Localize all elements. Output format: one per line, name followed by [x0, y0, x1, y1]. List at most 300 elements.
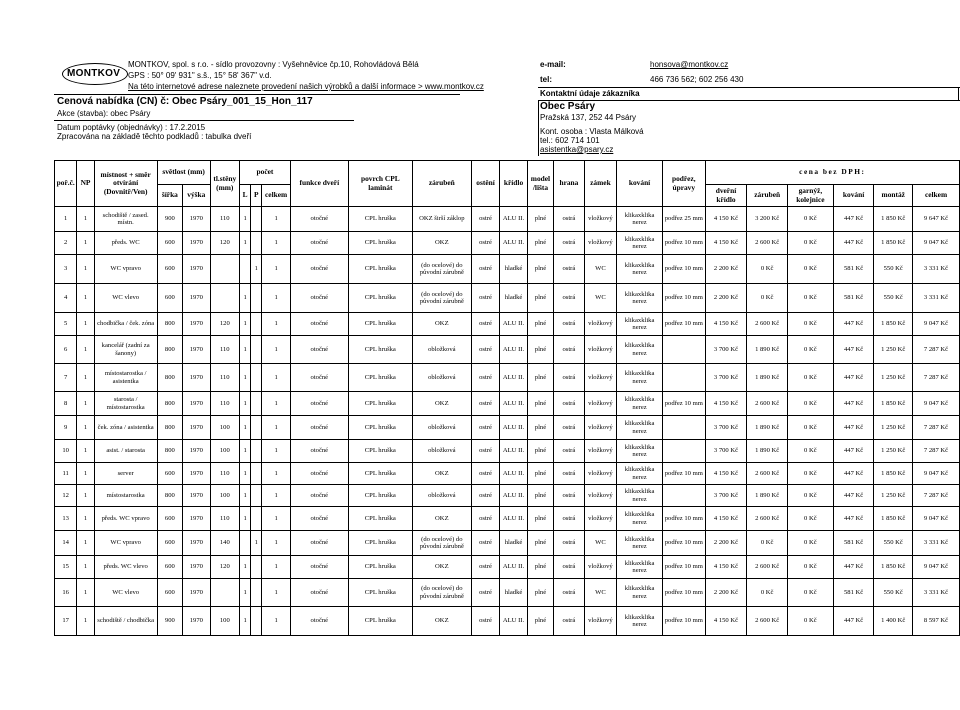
hdr-osteni: ostění — [471, 161, 499, 207]
cell-cel: 1 — [262, 607, 290, 636]
cell-cc: 3 331 Kč — [913, 255, 960, 284]
cell-pov: CPL hruška — [348, 579, 412, 607]
cell-kri: ALU II. — [500, 336, 527, 364]
cell-pod — [662, 336, 705, 364]
cell-cc: 9 647 Kč — [913, 207, 960, 232]
hdr-c-kridlo: dveřní křídlo — [705, 185, 747, 207]
cell-room: WC vlevo — [94, 579, 157, 607]
cell-kov: klikaxklika nerez — [617, 463, 663, 485]
cell-P — [251, 207, 262, 232]
cell-P: 1 — [251, 531, 262, 556]
cell-cm: 1 250 Kč — [874, 440, 913, 463]
cell-zar: OKZ — [412, 313, 471, 336]
cell-cm: 550 Kč — [874, 579, 913, 607]
cell-P — [251, 364, 262, 392]
cell-cm: 1 250 Kč — [874, 364, 913, 392]
cell-zam: WC — [584, 284, 617, 313]
cell-pov: CPL hruška — [348, 607, 412, 636]
cell-cc: 9 047 Kč — [913, 232, 960, 255]
hdr-pocet: počet — [240, 161, 291, 185]
cell-n: 15 — [55, 556, 77, 579]
cell-zar: OKZ — [412, 232, 471, 255]
cell-P — [251, 313, 262, 336]
table-body — [55, 207, 960, 636]
hdr-tlsteny: tl.stěny (mm) — [210, 161, 239, 207]
cell-ck: 3 700 Kč — [705, 440, 747, 463]
cell-fun: otočné — [290, 255, 348, 284]
cell-room: server — [94, 463, 157, 485]
cell-room: místostarostka — [94, 485, 157, 507]
cell-mod: plné — [527, 255, 553, 284]
cell-kri: hladké — [500, 255, 527, 284]
tel-value: 466 736 562; 602 256 430 — [650, 75, 744, 84]
cell-np: 1 — [77, 416, 94, 440]
cell-cel: 1 — [262, 364, 290, 392]
cell-L: 1 — [240, 579, 251, 607]
cell-ost: ostré — [471, 440, 499, 463]
cell-w: 600 — [157, 463, 182, 485]
cell-h: 1970 — [183, 531, 210, 556]
cell-pov: CPL hruška — [348, 255, 412, 284]
cell-zar: obložková — [412, 336, 471, 364]
cell-room: kancelář (zadní za šanony) — [94, 336, 157, 364]
cell-kri: hladké — [500, 579, 527, 607]
cell-pod — [662, 485, 705, 507]
hdr-svetlost: světlost (mm) — [157, 161, 210, 185]
cell-fun: otočné — [290, 531, 348, 556]
cell-ost: ostré — [471, 284, 499, 313]
cell-ost: ostré — [471, 607, 499, 636]
cell-L — [240, 255, 251, 284]
cell-L: 1 — [240, 313, 251, 336]
customer-name: Obec Psáry — [540, 101, 596, 112]
cell-fun: otočné — [290, 463, 348, 485]
hdr-mistnost: místnost + směr otvírání (Dovnitř/Ven) — [94, 161, 157, 207]
cell-zam: vložkový — [584, 463, 617, 485]
cell-h: 1970 — [183, 440, 210, 463]
cell-P — [251, 463, 262, 485]
cell-cko: 447 Kč — [833, 507, 874, 531]
cell-cc: 9 047 Kč — [913, 507, 960, 531]
table-row — [55, 207, 960, 232]
cell-ost: ostré — [471, 507, 499, 531]
customer-tel: tel.: 602 714 101 — [540, 136, 600, 145]
cell-t: 100 — [210, 485, 239, 507]
cell-ck: 4 150 Kč — [705, 507, 747, 531]
cell-cel: 1 — [262, 284, 290, 313]
email-link[interactable]: honsova@montkov.cz — [650, 60, 729, 69]
company-website-note[interactable]: Na této internetové adrese naleznete provedení našich výrobků a další informace > www.montkov.cz — [128, 82, 484, 91]
cell-cko: 447 Kč — [833, 463, 874, 485]
cell-n: 7 — [55, 364, 77, 392]
cell-cz: 1 890 Kč — [747, 485, 788, 507]
offer-title: Cenová nabídka (CN) č: Obec Psáry_001_15_Hon_117 — [57, 96, 313, 107]
cell-t: 100 — [210, 416, 239, 440]
cell-ck: 3 700 Kč — [705, 364, 747, 392]
cell-h: 1970 — [183, 416, 210, 440]
cell-hra: ostrá — [554, 556, 585, 579]
cell-np: 1 — [77, 336, 94, 364]
cell-L: 1 — [240, 416, 251, 440]
cell-mod: plné — [527, 463, 553, 485]
cell-w: 800 — [157, 392, 182, 416]
cell-n: 2 — [55, 232, 77, 255]
cell-hra: ostrá — [554, 284, 585, 313]
cell-np: 1 — [77, 485, 94, 507]
cell-cko: 581 Kč — [833, 531, 874, 556]
table-row — [55, 579, 960, 607]
cell-mod: plné — [527, 336, 553, 364]
cell-room: místostarostka / asistentka — [94, 364, 157, 392]
cell-hra: ostrá — [554, 531, 585, 556]
cell-t: 100 — [210, 607, 239, 636]
cell-kov: klikaxklika nerez — [617, 507, 663, 531]
table-row — [55, 531, 960, 556]
cell-cko: 581 Kč — [833, 579, 874, 607]
cell-pov: CPL hruška — [348, 463, 412, 485]
customer-rule-mid — [538, 100, 960, 101]
customer-email[interactable]: asistentka@psary.cz — [540, 145, 614, 154]
cell-room: chodbička / ček. zóna — [94, 313, 157, 336]
cell-kov: klikaxklika nerez — [617, 255, 663, 284]
cell-cm: 1 400 Kč — [874, 607, 913, 636]
hdr-c-zarubne: zárubeň — [747, 185, 788, 207]
cell-hra: ostrá — [554, 255, 585, 284]
cell-h: 1970 — [183, 485, 210, 507]
cell-np: 1 — [77, 607, 94, 636]
cell-np: 1 — [77, 531, 94, 556]
door-table — [54, 160, 960, 636]
cell-hra: ostrá — [554, 507, 585, 531]
cell-kov: klikaxklika nerez — [617, 284, 663, 313]
cell-ck: 4 150 Kč — [705, 556, 747, 579]
cell-L: 1 — [240, 392, 251, 416]
cell-room: asist. / starosta — [94, 440, 157, 463]
cell-kov: klikaxklika nerez — [617, 232, 663, 255]
cell-np: 1 — [77, 440, 94, 463]
cell-n: 8 — [55, 392, 77, 416]
cell-pov: CPL hruška — [348, 416, 412, 440]
cell-cm: 550 Kč — [874, 284, 913, 313]
cell-w: 800 — [157, 485, 182, 507]
cell-cg: 0 Kč — [788, 607, 834, 636]
cell-cc: 9 047 Kč — [913, 556, 960, 579]
cell-kov: klikaxklika nerez — [617, 556, 663, 579]
cell-cc: 8 597 Kč — [913, 607, 960, 636]
cell-zar: (do ocelové) do původní zárubně — [412, 531, 471, 556]
cell-cc: 7 287 Kč — [913, 485, 960, 507]
cell-zar: OKZ — [412, 463, 471, 485]
cell-cel: 1 — [262, 440, 290, 463]
cell-fun: otočné — [290, 556, 348, 579]
cell-fun: otočné — [290, 507, 348, 531]
cell-w: 600 — [157, 284, 182, 313]
cell-room: schodiště / chodbička — [94, 607, 157, 636]
cell-zar: OKZ — [412, 392, 471, 416]
cell-np: 1 — [77, 579, 94, 607]
cell-zar: (do ocelové) do původní zárubně — [412, 284, 471, 313]
cell-cc: 9 047 Kč — [913, 313, 960, 336]
cell-np: 1 — [77, 313, 94, 336]
cell-kov: klikaxklika nerez — [617, 440, 663, 463]
cell-ck: 4 150 Kč — [705, 463, 747, 485]
cell-kri: hladké — [500, 531, 527, 556]
cell-zam: vložkový — [584, 392, 617, 416]
cell-pod: podřez 10 mm — [662, 463, 705, 485]
cell-cko: 447 Kč — [833, 440, 874, 463]
cell-room: ček. zóna / asistentka — [94, 416, 157, 440]
cell-P — [251, 440, 262, 463]
cell-t: 110 — [210, 364, 239, 392]
cell-n: 5 — [55, 313, 77, 336]
cell-L — [240, 531, 251, 556]
cell-kri: ALU II. — [500, 392, 527, 416]
hdr-model: model /lišta — [527, 161, 553, 207]
cell-cel: 1 — [262, 485, 290, 507]
cell-ost: ostré — [471, 207, 499, 232]
table-row — [55, 607, 960, 636]
cell-h: 1970 — [183, 313, 210, 336]
cell-cm: 1 250 Kč — [874, 336, 913, 364]
cell-mod: plné — [527, 416, 553, 440]
cell-pov: CPL hruška — [348, 207, 412, 232]
table-row — [55, 364, 960, 392]
cell-np: 1 — [77, 232, 94, 255]
cell-ck: 4 150 Kč — [705, 232, 747, 255]
cell-mod: plné — [527, 313, 553, 336]
cell-zam: vložkový — [584, 485, 617, 507]
cell-cg: 0 Kč — [788, 440, 834, 463]
cell-pod — [662, 416, 705, 440]
table-row — [55, 255, 960, 284]
cell-pod: podřez 10 mm — [662, 232, 705, 255]
hdr-c-garnyz: garnýž, kolejnice — [788, 185, 834, 207]
cell-fun: otočné — [290, 485, 348, 507]
cell-n: 14 — [55, 531, 77, 556]
cell-room: WC vpravo — [94, 255, 157, 284]
cell-zam: WC — [584, 531, 617, 556]
customer-rule-top — [538, 87, 960, 88]
cell-fun: otočné — [290, 232, 348, 255]
cell-cm: 1 850 Kč — [874, 232, 913, 255]
company-gps: GPS : 50° 09' 931" s.š., 15° 58' 367" v.d. — [128, 71, 272, 80]
cell-cko: 447 Kč — [833, 232, 874, 255]
cell-cg: 0 Kč — [788, 336, 834, 364]
cell-zam: vložkový — [584, 232, 617, 255]
cell-mod: plné — [527, 364, 553, 392]
hdr-funkce: funkce dveří — [290, 161, 348, 207]
cell-pod: podřez 10 mm — [662, 556, 705, 579]
cell-hra: ostrá — [554, 313, 585, 336]
cell-ck: 4 150 Kč — [705, 207, 747, 232]
cell-zar: obložková — [412, 416, 471, 440]
cell-cz: 2 600 Kč — [747, 507, 788, 531]
company-logo: MONTKOV — [67, 68, 121, 79]
cell-zar: OKZ širší záklop — [412, 207, 471, 232]
cell-hra: ostrá — [554, 364, 585, 392]
cell-np: 1 — [77, 556, 94, 579]
cell-ost: ostré — [471, 364, 499, 392]
cell-np: 1 — [77, 284, 94, 313]
cell-n: 16 — [55, 579, 77, 607]
cell-mod: plné — [527, 607, 553, 636]
cell-t: 110 — [210, 463, 239, 485]
cell-t: 110 — [210, 207, 239, 232]
cell-P: 1 — [251, 255, 262, 284]
cell-L: 1 — [240, 607, 251, 636]
cell-kri: ALU II. — [500, 364, 527, 392]
cell-kri: ALU II. — [500, 463, 527, 485]
cell-kri: ALU II. — [500, 313, 527, 336]
cell-ck: 4 150 Kč — [705, 607, 747, 636]
hdr-povrch: povrch CPL laminát — [348, 161, 412, 207]
cell-n: 1 — [55, 207, 77, 232]
cell-cc: 9 047 Kč — [913, 392, 960, 416]
cell-w: 800 — [157, 313, 182, 336]
cell-hra: ostrá — [554, 336, 585, 364]
cell-cz: 1 890 Kč — [747, 364, 788, 392]
cell-n: 11 — [55, 463, 77, 485]
cell-w: 600 — [157, 255, 182, 284]
cell-cz: 0 Kč — [747, 531, 788, 556]
cell-kov: klikaxklika nerez — [617, 313, 663, 336]
cell-zar: obložková — [412, 485, 471, 507]
table-row — [55, 392, 960, 416]
cell-cm: 1 850 Kč — [874, 463, 913, 485]
table-row — [55, 232, 960, 255]
cell-fun: otočné — [290, 607, 348, 636]
cell-zam: vložkový — [584, 607, 617, 636]
cell-n: 6 — [55, 336, 77, 364]
cell-pod: podřez 10 mm — [662, 507, 705, 531]
cell-cm: 550 Kč — [874, 531, 913, 556]
cell-zam: vložkový — [584, 207, 617, 232]
cell-kri: ALU II. — [500, 232, 527, 255]
header-rule-left — [54, 94, 460, 95]
table-row — [55, 556, 960, 579]
cell-mod: plné — [527, 284, 553, 313]
cell-t: 140 — [210, 531, 239, 556]
hdr-vyska: výška — [183, 185, 210, 207]
cell-kri: ALU II. — [500, 556, 527, 579]
offer-akce: Akce (stavba): obec Psáry — [57, 109, 151, 118]
cell-room: předs. WC — [94, 232, 157, 255]
cell-cm: 1 850 Kč — [874, 313, 913, 336]
cell-cko: 447 Kč — [833, 392, 874, 416]
cell-cc: 3 331 Kč — [913, 579, 960, 607]
customer-box-left — [538, 100, 539, 156]
cell-L: 1 — [240, 556, 251, 579]
cell-w: 800 — [157, 364, 182, 392]
cell-room: starosta / místostarostka — [94, 392, 157, 416]
cell-P — [251, 507, 262, 531]
table-header — [55, 161, 960, 207]
cell-cel: 1 — [262, 392, 290, 416]
customer-address: Pražská 137, 252 44 Psáry — [540, 113, 637, 122]
cell-cz: 0 Kč — [747, 579, 788, 607]
cell-cm: 1 850 Kč — [874, 207, 913, 232]
cell-room: schodiště / zased. místn. — [94, 207, 157, 232]
cell-cg: 0 Kč — [788, 531, 834, 556]
cell-cc: 9 047 Kč — [913, 463, 960, 485]
cell-kri: ALU II. — [500, 440, 527, 463]
cell-t: 120 — [210, 232, 239, 255]
cell-t: 110 — [210, 507, 239, 531]
cell-pod: podřez 25 mm — [662, 207, 705, 232]
cell-hra: ostrá — [554, 485, 585, 507]
cell-cel: 1 — [262, 313, 290, 336]
cell-kri: ALU II. — [500, 416, 527, 440]
cell-kov: klikaxklika nerez — [617, 607, 663, 636]
cell-mod: plné — [527, 207, 553, 232]
cell-h: 1970 — [183, 207, 210, 232]
cell-pov: CPL hruška — [348, 531, 412, 556]
cell-zam: vložkový — [584, 556, 617, 579]
cell-h: 1970 — [183, 392, 210, 416]
hdr-c-celkem: celkem — [913, 185, 960, 207]
cell-cg: 0 Kč — [788, 392, 834, 416]
cell-ck: 3 700 Kč — [705, 416, 747, 440]
cell-P — [251, 336, 262, 364]
cell-ck: 2 200 Kč — [705, 531, 747, 556]
cell-ost: ostré — [471, 255, 499, 284]
table-row — [55, 440, 960, 463]
table-row — [55, 507, 960, 531]
hdr-celkem: celkem — [262, 185, 290, 207]
cell-zar: OKZ — [412, 607, 471, 636]
cell-t — [210, 284, 239, 313]
cell-h: 1970 — [183, 463, 210, 485]
cell-zam: vložkový — [584, 364, 617, 392]
cell-cc: 7 287 Kč — [913, 440, 960, 463]
cell-fun: otočné — [290, 392, 348, 416]
cell-pov: CPL hruška — [348, 336, 412, 364]
cell-np: 1 — [77, 507, 94, 531]
cell-h: 1970 — [183, 556, 210, 579]
hdr-np: NP — [77, 161, 94, 207]
cell-t: 120 — [210, 556, 239, 579]
cell-pov: CPL hruška — [348, 440, 412, 463]
cell-fun: otočné — [290, 416, 348, 440]
cell-zar: OKZ — [412, 507, 471, 531]
cell-fun: otočné — [290, 440, 348, 463]
cell-pod: podřez 10 mm — [662, 284, 705, 313]
cell-room: předs. WC vlevo — [94, 556, 157, 579]
cell-ck: 4 150 Kč — [705, 313, 747, 336]
cell-n: 17 — [55, 607, 77, 636]
cell-zar: (do ocelové) do původní zárubně — [412, 255, 471, 284]
cell-kri: ALU II. — [500, 207, 527, 232]
cell-P — [251, 607, 262, 636]
cell-cm: 1 850 Kč — [874, 392, 913, 416]
cell-pod: podřez 10 mm — [662, 255, 705, 284]
hdr-P: P — [251, 185, 262, 207]
cell-pod: podřez 10 mm — [662, 607, 705, 636]
cell-h: 1970 — [183, 232, 210, 255]
cell-cko: 447 Kč — [833, 607, 874, 636]
cell-zar: OKZ — [412, 556, 471, 579]
cell-cg: 0 Kč — [788, 507, 834, 531]
cell-t — [210, 579, 239, 607]
cell-cko: 581 Kč — [833, 284, 874, 313]
cell-pod: podřez 10 mm — [662, 392, 705, 416]
cell-cg: 0 Kč — [788, 416, 834, 440]
cell-cg: 0 Kč — [788, 364, 834, 392]
cell-mod: plné — [527, 232, 553, 255]
cell-w: 600 — [157, 232, 182, 255]
cell-cko: 447 Kč — [833, 485, 874, 507]
cell-cel: 1 — [262, 531, 290, 556]
